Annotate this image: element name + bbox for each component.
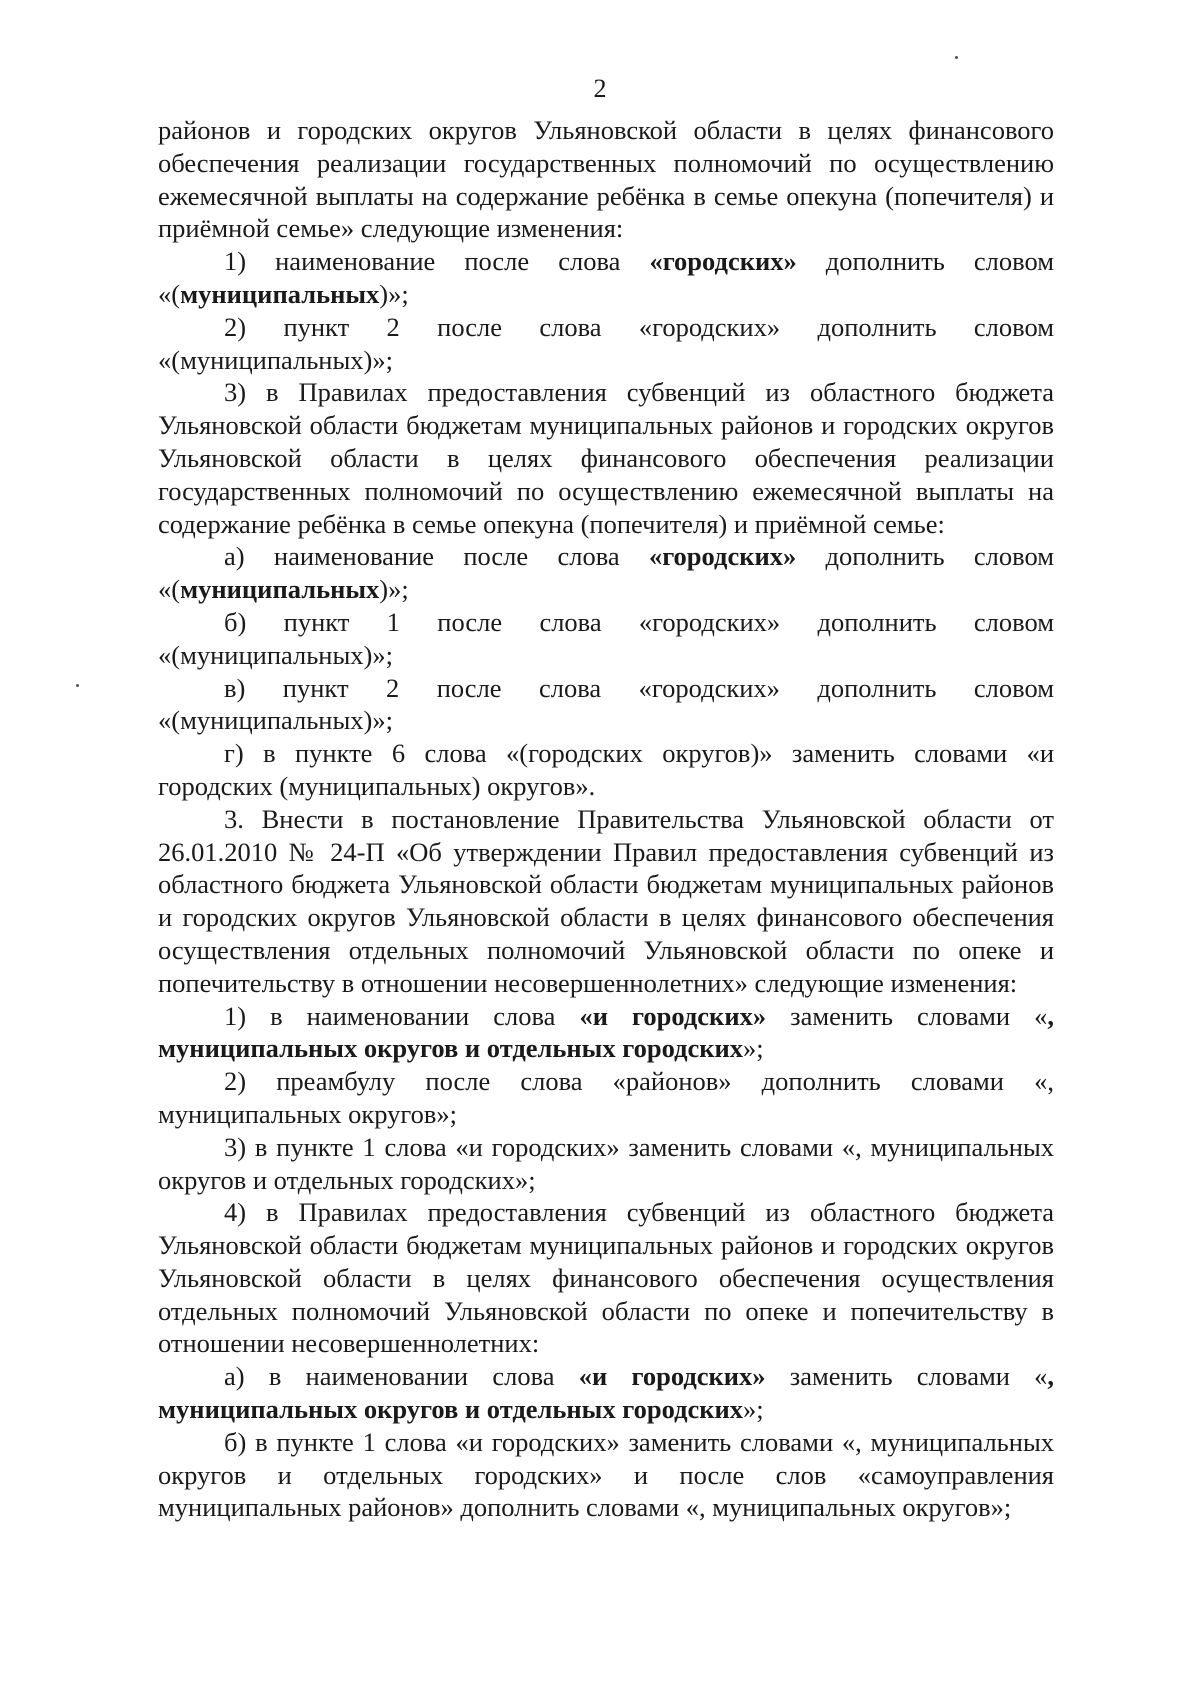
text-run: )»; <box>379 278 409 309</box>
paragraph <box>158 1426 1054 1524</box>
bold-text-run: «и городских» <box>579 1000 767 1031</box>
paragraph <box>158 1196 1054 1360</box>
paragraph <box>158 737 1054 803</box>
page-number: 2 <box>593 74 607 103</box>
text-run: 1) наименование после слова <box>224 246 650 277</box>
text-run: »; <box>743 1394 764 1425</box>
text-run: а) в наименовании слова <box>224 1361 579 1392</box>
paragraph <box>158 540 1054 606</box>
scan-speck <box>76 684 79 687</box>
text-run: заменить словами « <box>766 1000 1048 1031</box>
paragraph <box>158 1000 1054 1066</box>
paragraph <box>158 114 1054 245</box>
text-run: »; <box>743 1033 764 1064</box>
paragraph <box>158 245 1054 311</box>
text-run: 2) преамбулу после слова «районов» дополнить словами «, муниципальных округов»; <box>158 1066 1054 1129</box>
bold-text-run: «и городских» <box>578 1361 766 1392</box>
bold-text-run: муниципальных <box>180 574 380 605</box>
paragraph <box>158 376 1054 540</box>
paragraph <box>158 311 1054 377</box>
paragraph <box>158 606 1054 672</box>
text-run: б) в пункте 1 слова «и городских» заменить словами «, муниципальных округов и отдельных городских» и после слов «самоуправления муниципальных районов» дополнить словами «, муниципальных округов»; <box>158 1426 1054 1523</box>
bold-text-run: «городских» <box>649 246 797 277</box>
bold-text-run: «городских» <box>648 541 797 572</box>
paragraph <box>158 803 1054 1000</box>
text-run: 1) в наименовании слова <box>224 1000 580 1031</box>
text-run: районов и городских округов Ульяновской области в целях финансового обеспечения реализации государственных полномочий по осуществлению ежемесячной выплаты на содержание ребёнка в семье опекуна (попечителя) и приёмной семье» следующие изменения: <box>158 115 1054 244</box>
paragraph <box>158 1131 1054 1197</box>
text-run: заменить словами « <box>765 1361 1048 1392</box>
text-run: 3) в пункте 1 слова «и городских» заменить словами «, муниципальных округов и отдельных городских»; <box>158 1131 1054 1195</box>
text-run: г) в пункте 6 слова «(городских округов)» заменить словами «и городских (муниципальных) округов». <box>158 738 1054 801</box>
bold-text-run: , муниципальных округов и отдельных городских <box>158 1361 1055 1425</box>
text-run: 4) в Правилах предоставления субвенций из областного бюджета Ульяновской области бюджетам муниципальных районов и городских округов Ульяновской области в целях финансового обеспечения осуществления отдельных полномочий Ульяновской области по опеке и попечительству в отношении несовершеннолетних: <box>158 1197 1054 1359</box>
paragraph <box>158 1065 1054 1131</box>
text-run: 2) пункт 2 после слова «городских» дополнить словом «(муниципальных)»; <box>158 311 1054 375</box>
bold-text-run: муниципальных <box>180 278 380 309</box>
scan-speck <box>955 56 958 59</box>
text-run: а) наименование после слова <box>224 541 649 572</box>
paragraph <box>158 672 1054 738</box>
text-run: )»; <box>379 574 409 605</box>
text-run: б) пункт 1 после слова «городских» дополнить словом «(муниципальных)»; <box>158 606 1054 670</box>
text-run: 3. Внести в постановление Правительства Ульяновской области от 26.01.2010 № 24-П «Об утверждении Правил предоставления субвенций из областного бюджета Ульяновской области бюджетам муниципальных районов и городских округов Ульяновской области в целях финансового обеспечения осуществления отдельных полномочий Ульяновской области по опеке и попечительству в отношении несовершеннолетних» следующие изменения: <box>158 803 1054 998</box>
paragraph <box>158 1360 1054 1426</box>
bold-text-run: , муниципальных округов и отдельных городских <box>158 1000 1055 1064</box>
text-run: дополнить словом «( <box>158 246 1055 309</box>
text-run: дополнить словом «( <box>158 541 1055 605</box>
document-body <box>158 114 1054 1524</box>
text-run: 3) в Правилах предоставления субвенций из областного бюджета Ульяновской области бюджетам муниципальных районов и городских округов Ульяновской области в целях финансового обеспечения реализации государственных полномочий по осуществлению ежемесячной выплаты на содержание ребёнка в семье опекуна (попечителя) и приёмной семье: <box>158 377 1054 539</box>
text-run: в) пункт 2 после слова «городских» дополнить словом «(муниципальных)»; <box>158 672 1054 736</box>
